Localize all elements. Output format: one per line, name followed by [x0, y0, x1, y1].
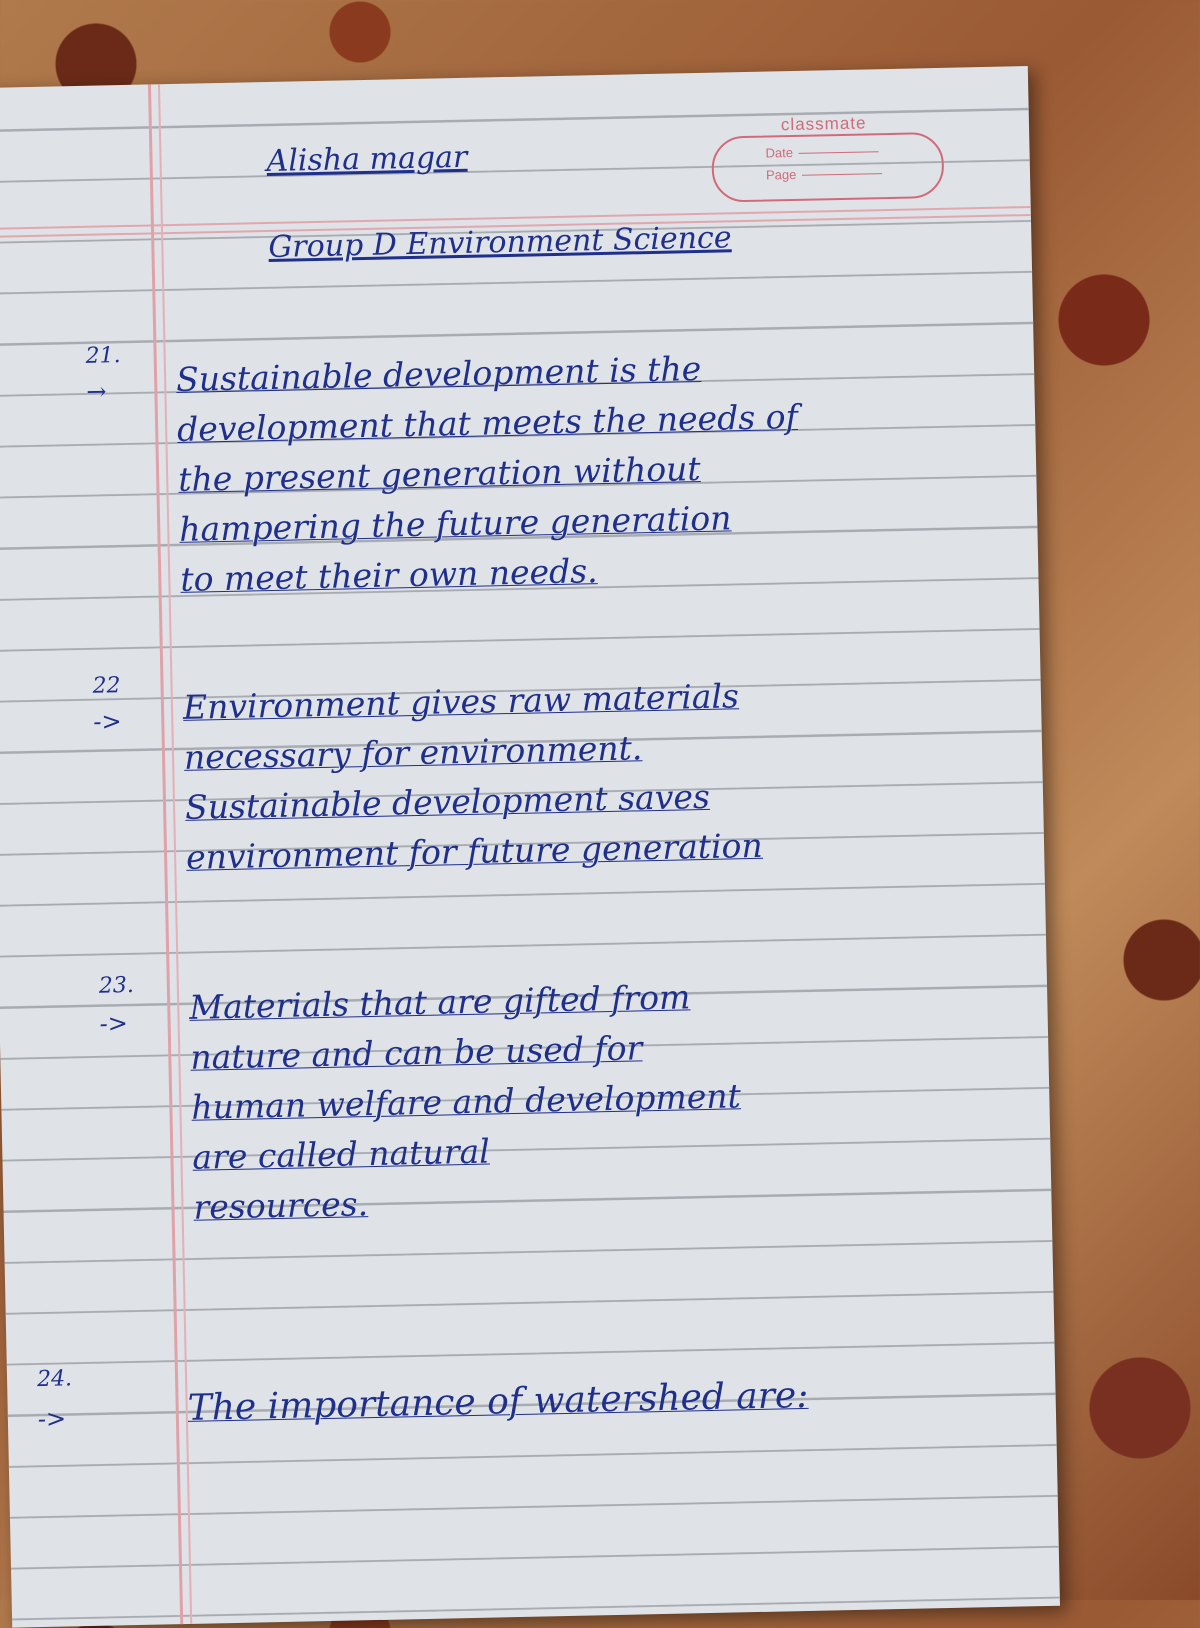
arrow-icon: -> — [93, 707, 122, 736]
arrow-icon: -> — [99, 1009, 129, 1038]
answer-line: resources. — [193, 1184, 369, 1227]
arrow-icon: → — [86, 377, 107, 406]
answer-line: human welfare and development — [190, 1076, 742, 1127]
question-number: 24. — [36, 1366, 73, 1393]
page-field — [766, 165, 883, 182]
answer-line: environment for future generation — [185, 825, 764, 877]
answer-line: nature and can be used for — [189, 1028, 643, 1077]
brand-name: classmate — [780, 113, 867, 135]
answer-line: Sustainable development saves — [184, 776, 711, 827]
answer-line: the present generation without — [177, 448, 701, 499]
answer-line: Materials that are gifted from — [188, 977, 691, 1027]
answer-line: Environment gives raw materials — [182, 676, 740, 727]
logo-frame — [711, 132, 944, 203]
author-name: Alisha magar — [266, 139, 468, 180]
answer-line: The importance of watershed are: — [187, 1374, 809, 1429]
question-number: 23. — [98, 972, 135, 999]
answer-line: hampering the future generation — [178, 498, 732, 549]
answer-line: to meet their own needs. — [179, 551, 598, 599]
notebook-page — [0, 66, 1060, 1628]
arrow-icon: -> — [37, 1404, 67, 1434]
page-title: Group D Environment Science — [268, 220, 732, 265]
answer-line: Sustainable development is the — [175, 348, 702, 399]
date-label: Date — [765, 144, 794, 161]
classmate-logo — [711, 112, 943, 207]
question-number: 21. — [85, 343, 121, 369]
answer-line: are called natural — [192, 1131, 491, 1177]
answer-line: necessary for environment. — [183, 728, 643, 777]
answer-line: development that meets the needs of — [176, 396, 799, 449]
margin-line — [148, 84, 183, 1624]
date-field — [765, 143, 879, 160]
question-number: 22 — [92, 673, 121, 699]
page-label: Page — [765, 166, 797, 183]
